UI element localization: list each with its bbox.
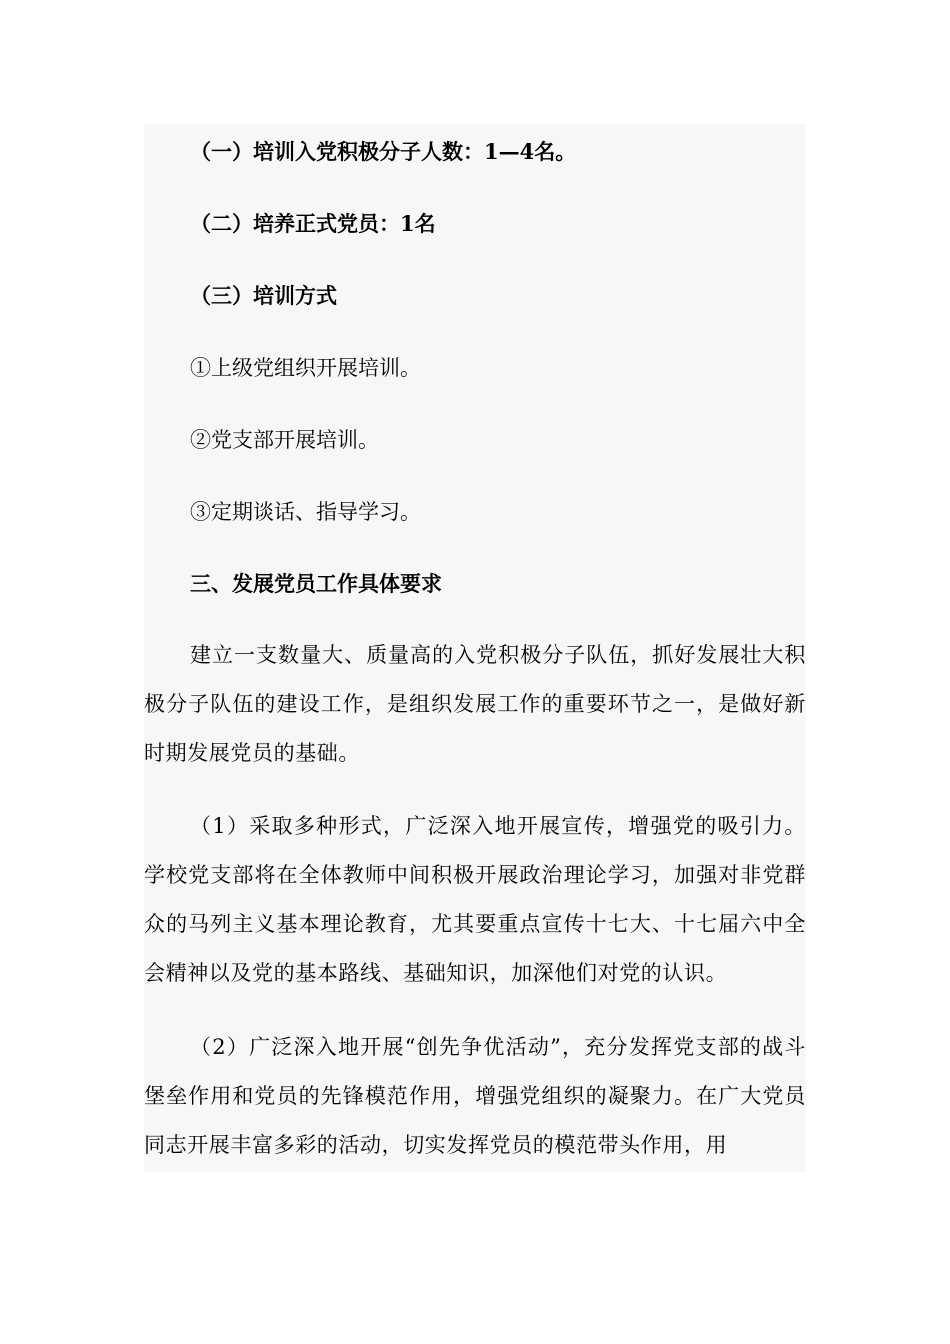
training-method-2: ②党支部开展培训。	[190, 428, 379, 452]
intro-paragraph: 建立一支数量大、质量高的入党积极分子队伍，抓好发展壮大积极分子队伍的建设工作，是组织发展工作的重要环节之一，是做好新时期发展党员的基础。	[144, 643, 806, 765]
section-item-3: （三）培训方式	[190, 283, 337, 308]
training-method-3: ③定期谈话、指导学习。	[190, 500, 421, 524]
requirement-paragraph-1: （1）采取多种形式，广泛深入地开展宣传，增强党的吸引力。学校党支部将在全体教师中间积极开展政治理论学习，加强对非党群众的马列主义基本理论教育，尤其要重点宣传十七大、十七届六中全会精神以及党的基本路线、基础知识，加深他们对党的认识。	[144, 814, 806, 985]
section-heading-3: 三、发展党员工作具体要求	[190, 571, 442, 596]
training-method-1: ①上级党组织开展培训。	[190, 356, 421, 380]
section-item-2: （二）培养正式党员：1名	[190, 211, 436, 236]
document-content	[144, 124, 806, 1172]
section-item-1: （一）培训入党积极分子人数：1—4名。	[190, 139, 577, 164]
requirement-paragraph-2: （2）广泛深入地开展“创先争优活动”，充分发挥党支部的战斗堡垒作用和党员的先锋模范作用，增强党组织的凝聚力。在广大党员同志开展丰富多彩的活动，切实发挥党员的模范带头作用，用	[144, 1035, 806, 1157]
